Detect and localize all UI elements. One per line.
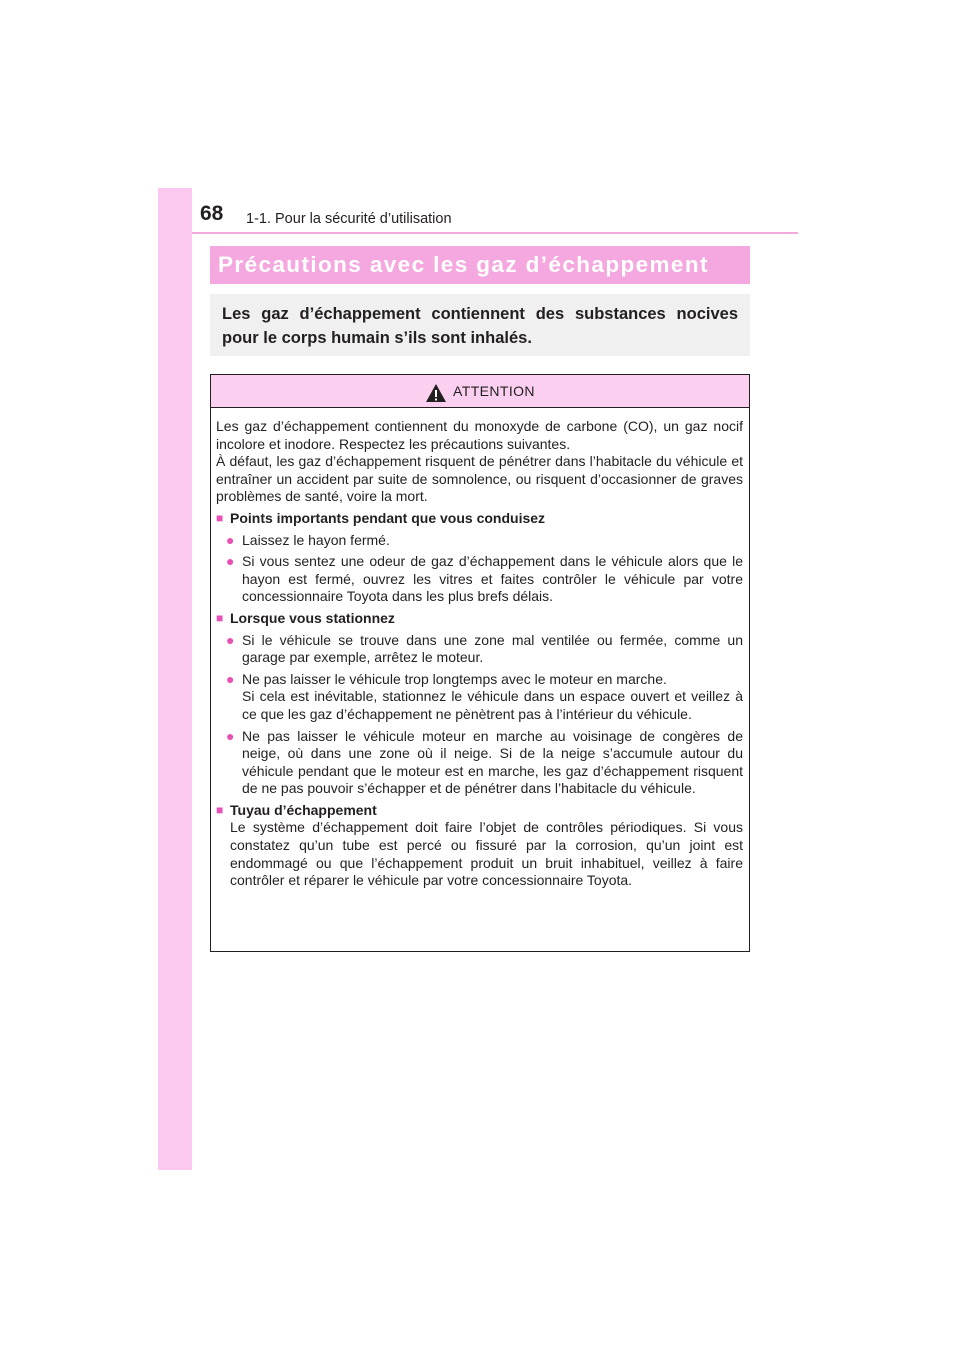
warning-triangle-icon — [425, 383, 447, 403]
bullet-dot-icon: ● — [226, 631, 235, 648]
list-item-text — [242, 671, 743, 724]
list-item-continuation: Si cela est inévitable, stationnez le véhicule dans un espace ouvert et veillez à ce que les gaz d’échappement ne pènètrent pas à l’intérieur du véhicule. — [242, 688, 743, 722]
attention-label: ATTENTION — [453, 383, 535, 399]
attention-paragraph: Les gaz d’échappement contiennent du monoxyde de carbone (CO), un gaz nocif incolore et inodore. Respectez les précautions suivantes. — [216, 418, 743, 452]
attention-body — [211, 408, 749, 890]
square-bullet-icon: ■ — [216, 510, 224, 525]
section-heading-label: Lorsque vous stationnez — [230, 609, 395, 626]
list-item-text: Ne pas laisser le véhicule moteur en marche au voisinage de congères de neige, où dans une zone où il neige. Si de la neige s’accumule autour du véhicule pendant que le moteur est en marche, les gaz d’échappement risquent de ne pas pouvoir s’échapper et de pénétrer dans l’habitacle du véhicule. — [242, 727, 743, 797]
bullet-dot-icon: ● — [226, 727, 235, 744]
bullet-dot-icon: ● — [226, 553, 235, 570]
attention-box — [210, 374, 750, 952]
square-bullet-icon: ■ — [216, 802, 224, 817]
square-bullet-icon: ■ — [216, 610, 224, 625]
list-item — [226, 532, 743, 550]
section-text: Le système d’échappement doit faire l’objet de contrôles périodiques. Si vous constatez qu’un tube est percé ou fissuré par la corrosion, qu’un joint est endommagé ou que l’échappement produit un bruit inhabituel, veillez à faire contrôler et réparer le véhicule par votre concessionnaire Toyota. — [230, 819, 743, 889]
list-item-line: Ne pas laisser le véhicule trop longtemps avec le moteur en marche. — [242, 670, 667, 687]
list-item-text: Si le véhicule se trouve dans une zone mal ventilée ou fermée, comme un garage par exemple, arrêtez le moteur. — [242, 631, 743, 666]
section-heading — [216, 802, 743, 820]
page-title: Précautions avec les gaz d’échappement — [218, 252, 709, 277]
list-item-text: Laissez le hayon fermé. — [242, 531, 390, 548]
page-number: 68 — [200, 202, 224, 225]
list-item — [226, 632, 743, 667]
section-header: 1-1. Pour la sécurité d’utilisation — [246, 211, 452, 227]
list-item-text: Si vous sentez une odeur de gaz d’échappement dans le véhicule alors que le hayon est fermé, ouvrez les vitres et faites contrôler le véhicule par votre concessionnaire Toyota dans les plus brefs délais. — [242, 553, 743, 605]
attention-paragraph: À défaut, les gaz d’échappement risquent de pénétrer dans l’habitacle du véhicule et entraîner un accident par suite de somnolence, ou risquent d’occasionner de graves problèmes de santé, voire la mort. — [216, 453, 743, 505]
attention-header — [211, 375, 749, 408]
intro-text: Les gaz d’échappement contiennent des substances nocives pour le corps humain s’ils sont inhalés. — [222, 305, 738, 347]
chapter-side-tab — [158, 188, 192, 1170]
list-item — [226, 671, 743, 724]
intro-box — [210, 294, 750, 356]
bullet-dot-icon: ● — [226, 531, 235, 548]
section-heading — [216, 510, 743, 528]
list-item — [226, 728, 743, 798]
title-bar — [210, 246, 750, 284]
section-heading — [216, 610, 743, 628]
section-heading-label: Points importants pendant que vous conduisez — [230, 509, 546, 526]
section-heading-label: Tuyau d’échappement — [230, 801, 377, 818]
header-divider — [192, 232, 798, 234]
bullet-dot-icon: ● — [226, 670, 235, 687]
list-item — [226, 553, 743, 606]
